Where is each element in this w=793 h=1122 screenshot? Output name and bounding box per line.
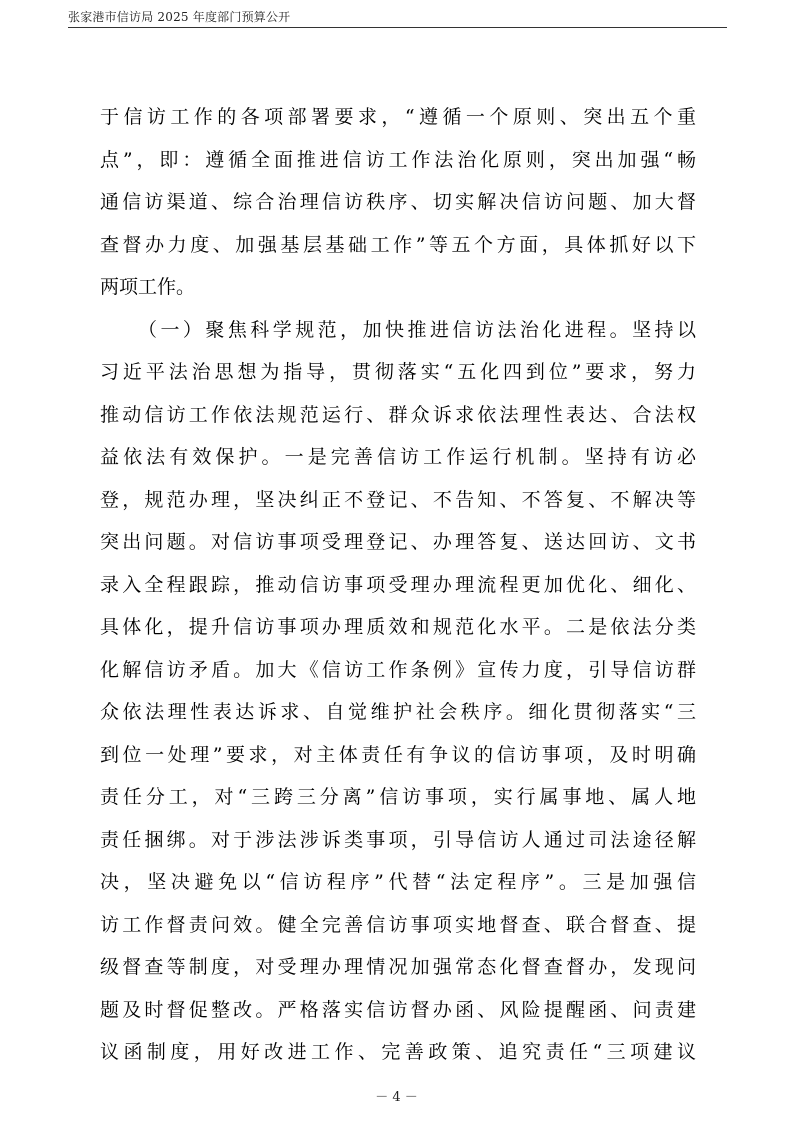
text-line: 推动信访工作依法规范运行、群众诉求依法理性表达、合法权 (100, 403, 696, 426)
text-line: 益依法有效保护。一是完善信访工作运行机制。坚持有访必 (100, 446, 696, 468)
text-line: 录入全程跟踪，推动信访事项受理办理流程更加优化、细化、 (100, 573, 696, 596)
text-line: （一）聚焦科学规范，加快推进信访法治化进程。坚持以 (138, 318, 696, 341)
text-line: 查督办力度、加强基层基础工作”等五个方面，具体抓好以下 (100, 233, 696, 256)
text-line: 级督查等制度，对受理办理情况加强常态化督查督办，发现问 (100, 956, 696, 978)
text-line: 具体化，提升信访事项办理质效和规范化水平。二是依法分类 (100, 616, 696, 638)
text-line: 登，规范办理，坚决纠正不登记、不告知、不答复、不解决等 (100, 488, 696, 511)
text-line: 两项工作。 (100, 276, 196, 298)
text-line: 众依法理性表达诉求、自觉维护社会秩序。细化贯彻落实“三 (100, 701, 696, 723)
page-number: － 4 － (375, 1090, 418, 1105)
text-line: 通信访渠道、综合治理信访秩序、切实解决信访问题、加大督 (100, 191, 696, 213)
text-line: 议函制度，用好改进工作、完善政策、追究责任“三项建议 (100, 1041, 696, 1063)
text-line: 访工作督责问效。健全完善信访事项实地督查、联合督查、提 (100, 913, 696, 936)
text-line: 习近平法治思想为指导，贯彻落实“五化四到位”要求，努力 (100, 361, 696, 383)
text-line: 责任捆绑。对于涉法涉诉类事项，引导信访人通过司法途径解 (100, 828, 696, 851)
header-divider (68, 27, 727, 28)
text-line: 突出问题。对信访事项受理登记、办理答复、送达回访、文书 (100, 531, 696, 553)
text-line: 题及时督促整改。严格落实信访督办函、风险提醒函、问责建 (100, 998, 696, 1021)
running-header: 张家港市信访局 2025 年度部门预算公开 (68, 10, 291, 24)
body-text (100, 96, 696, 1074)
text-line: 到位一处理”要求，对主体责任有争议的信访事项，及时明确 (100, 743, 696, 766)
text-line: 决，坚决避免以“信访程序”代替“法定程序”。三是加强信 (100, 871, 696, 893)
text-line: 化解信访矛盾。加大《信访工作条例》宣传力度，引导信访群 (100, 658, 696, 681)
text-line: 责任分工，对“三跨三分离”信访事项，实行属事地、属人地 (100, 786, 696, 808)
text-line: 于信访工作的各项部署要求，“遵循一个原则、突出五个重 (100, 106, 696, 128)
text-line: 点”，即：遵循全面推进信访工作法治化原则，突出加强“畅 (100, 148, 696, 171)
